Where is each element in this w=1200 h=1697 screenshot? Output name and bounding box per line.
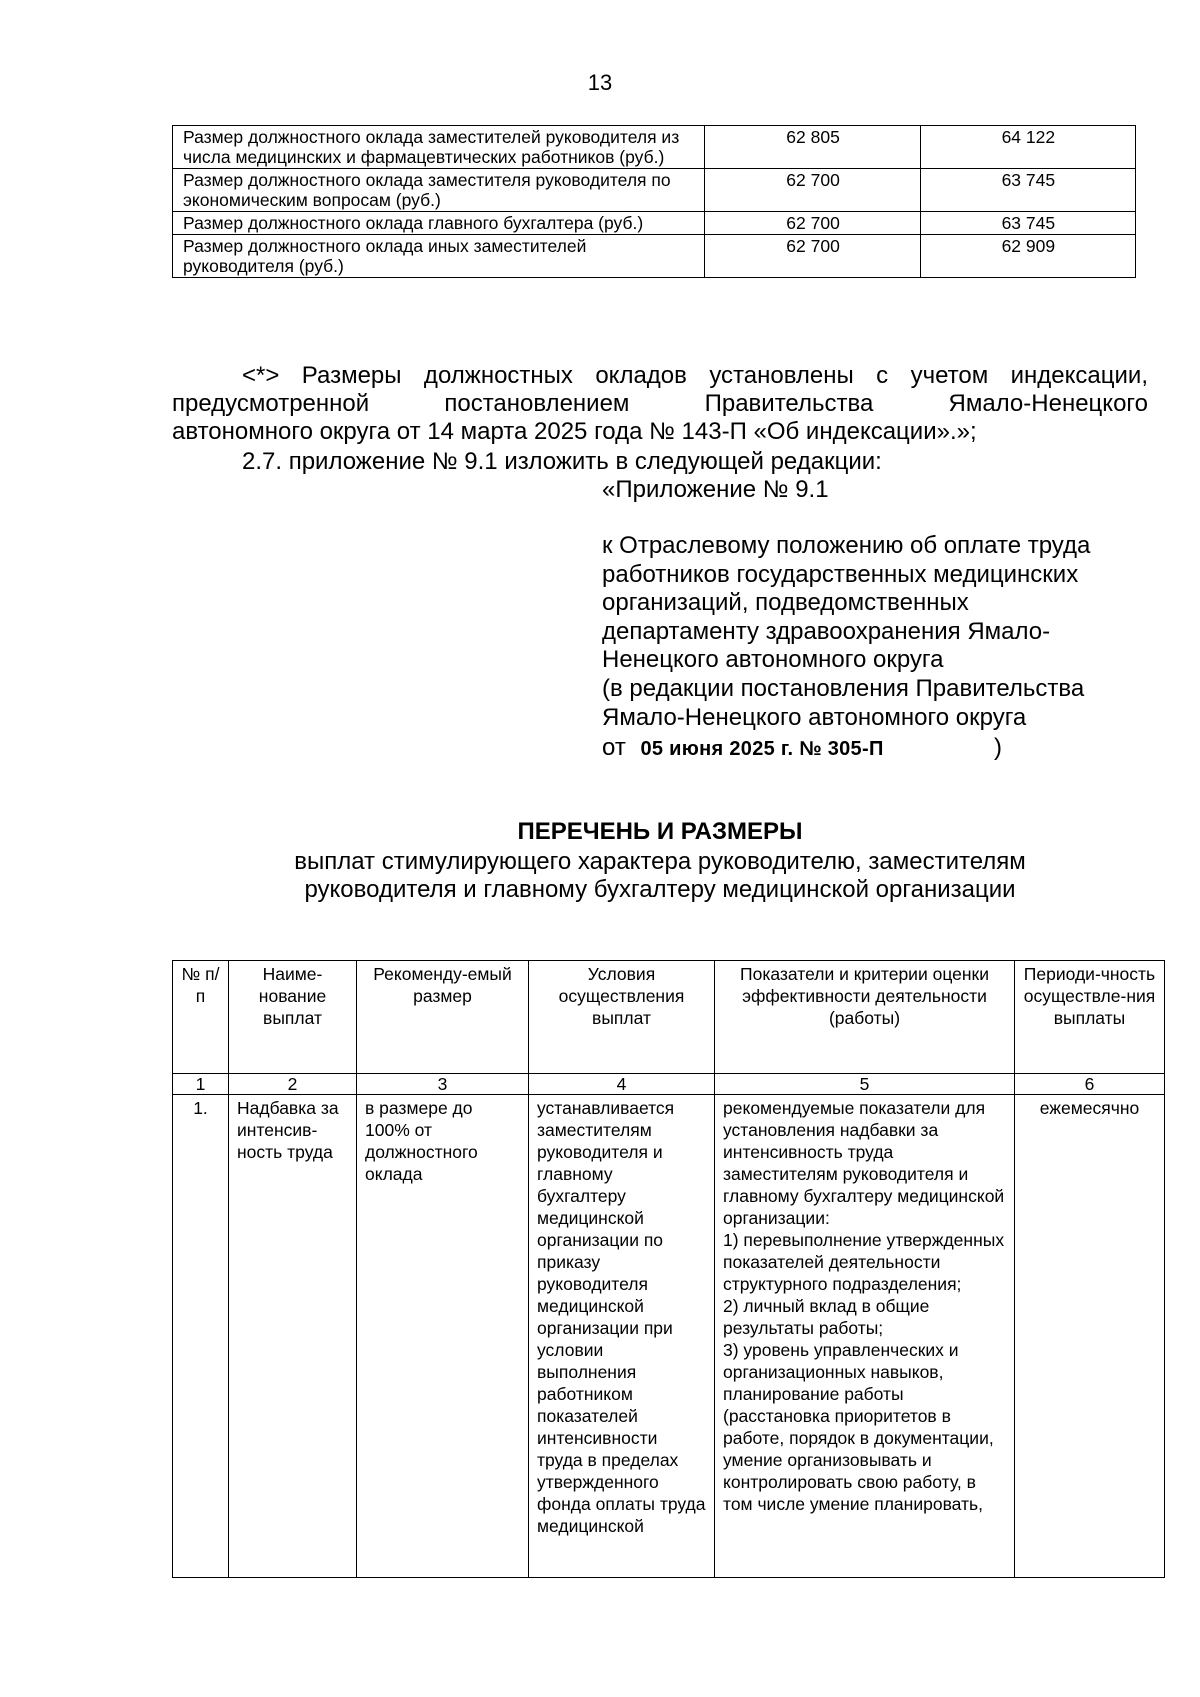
payments-table bbox=[172, 960, 1165, 1578]
column-header: Показатели и критерии оценки эффективности деятельности (работы) bbox=[715, 961, 1015, 1074]
criteria-item: 2) личный вклад в общие результаты работы; bbox=[723, 1296, 930, 1338]
column-number: 5 bbox=[715, 1074, 1015, 1095]
appendix-line: Ненецкого автономного округа bbox=[602, 646, 944, 674]
column-number: 1 bbox=[173, 1074, 229, 1095]
page-number: 13 bbox=[587, 70, 613, 95]
table-cell: Размер должностного оклада заместителя руководителя по экономическим вопросам (руб.) bbox=[173, 169, 705, 212]
table-cell: Размер должностного оклада иных заместителей руководителя (руб.) bbox=[173, 235, 705, 278]
table-cell: 62 700 bbox=[705, 235, 920, 278]
column-header: Наиме-нование выплат bbox=[229, 961, 357, 1074]
appendix-line: (в редакции постановления Правительства bbox=[602, 674, 1085, 702]
table-row bbox=[173, 169, 1136, 212]
document-subheading: руководителя и главному бухгалтеру медицинской организации bbox=[304, 876, 1016, 903]
table-cell: 62 805 bbox=[705, 126, 920, 169]
appendix-line: Ямало-Ненецкого автономного округа bbox=[602, 703, 1027, 731]
table-cell: Размер должностного оклада главного бухгалтера (руб.) bbox=[173, 212, 705, 235]
footnote-line: предусмотренной постановлением Правительства Ямало-Ненецкого bbox=[172, 390, 1148, 417]
appendix-line: департаменту здравоохранения Ямало- bbox=[602, 617, 1051, 645]
payment-name: Надбавка за интенсив-ность труда bbox=[229, 1095, 357, 1578]
document-heading: ПЕРЕЧЕНЬ И РАЗМЕРЫ bbox=[517, 818, 803, 845]
column-number: 6 bbox=[1015, 1074, 1165, 1095]
appendix-line: к Отраслевому положению об оплате труда bbox=[602, 532, 1091, 559]
table-row bbox=[173, 212, 1136, 235]
footnote-paragraph bbox=[172, 362, 1148, 446]
column-number-row bbox=[173, 1074, 1165, 1095]
table-row bbox=[173, 126, 1136, 169]
payment-size: в размере до 100% от должностного оклада bbox=[357, 1095, 529, 1578]
clause-paragraph: 2.7. приложение № 9.1 изложить в следующей редакции: bbox=[242, 448, 882, 475]
table-row bbox=[173, 235, 1136, 278]
table-row bbox=[173, 1095, 1165, 1578]
footnote-line: автономного округа от 14 марта 2025 года № 143-П «Об индексации».»; bbox=[172, 418, 977, 445]
appendix-line: организаций, подведомственных bbox=[602, 589, 969, 617]
payment-conditions: устанавливается заместителям руководителя и главному бухгалтеру медицинской организации по приказу руководителя медицинской организации при условии выполнения работником показателей интенсивности труда в пределах утвержденного фонда оплаты труда медицинской bbox=[529, 1095, 715, 1578]
column-number: 4 bbox=[529, 1074, 715, 1095]
table-cell: 62 909 bbox=[920, 235, 1135, 278]
criteria-item: 1) перевыполнение утвержденных показателей деятельности структурного подразделения; bbox=[723, 1230, 1005, 1294]
appendix-from-prefix: от bbox=[602, 734, 626, 761]
column-header: Условия осуществления выплат bbox=[529, 961, 715, 1074]
table-cell: 62 700 bbox=[705, 212, 920, 235]
table-cell: 63 745 bbox=[920, 169, 1135, 212]
table-header-row bbox=[173, 961, 1165, 1074]
column-header: № п/п bbox=[173, 961, 229, 1074]
table-cell: 64 122 bbox=[920, 126, 1135, 169]
column-header: Периоди-чность осуществле-ния выплаты bbox=[1015, 961, 1165, 1074]
table-cell: 63 745 bbox=[920, 212, 1135, 235]
appendix-line: работников государственных медицинских bbox=[602, 560, 1079, 588]
appendix-date-line bbox=[602, 734, 884, 763]
payment-criteria bbox=[715, 1095, 1015, 1578]
row-number: 1. bbox=[173, 1095, 229, 1578]
column-header: Рекоменду-емый размер bbox=[357, 961, 529, 1074]
salary-table bbox=[172, 125, 1136, 278]
criteria-intro: рекомендуемые показатели для установления надбавки за интенсивность труда заместителям руководителя и главному бухгалтеру медицинской организации: bbox=[723, 1098, 1005, 1228]
payment-periodicity: ежемесячно bbox=[1015, 1095, 1165, 1578]
closing-parenthesis: ) bbox=[994, 734, 1002, 761]
column-number: 3 bbox=[357, 1074, 529, 1095]
table-cell: Размер должностного оклада заместителей руководителя из числа медицинских и фармацевтических работников (руб.) bbox=[173, 126, 705, 169]
footnote-line: <*> Размеры должностных окладов установлены с учетом индексации, bbox=[242, 362, 1148, 389]
criteria-item: 3) уровень управленческих и организационных навыков, планирование работы (расстановка приоритетов в работе, порядок в документации, умение организовывать и контролировать свою работу, в том числе умение планировать, bbox=[723, 1340, 994, 1514]
document-subheading: выплат стимулирующего характера руководителю, заместителям bbox=[294, 848, 1026, 875]
table-cell: 62 700 bbox=[705, 169, 920, 212]
appendix-title: «Приложение № 9.1 bbox=[602, 476, 829, 503]
appendix-reference bbox=[602, 532, 1162, 732]
column-number: 2 bbox=[229, 1074, 357, 1095]
signed-date-stamp: 05 июня 2025 г. № 305-П bbox=[640, 738, 884, 760]
